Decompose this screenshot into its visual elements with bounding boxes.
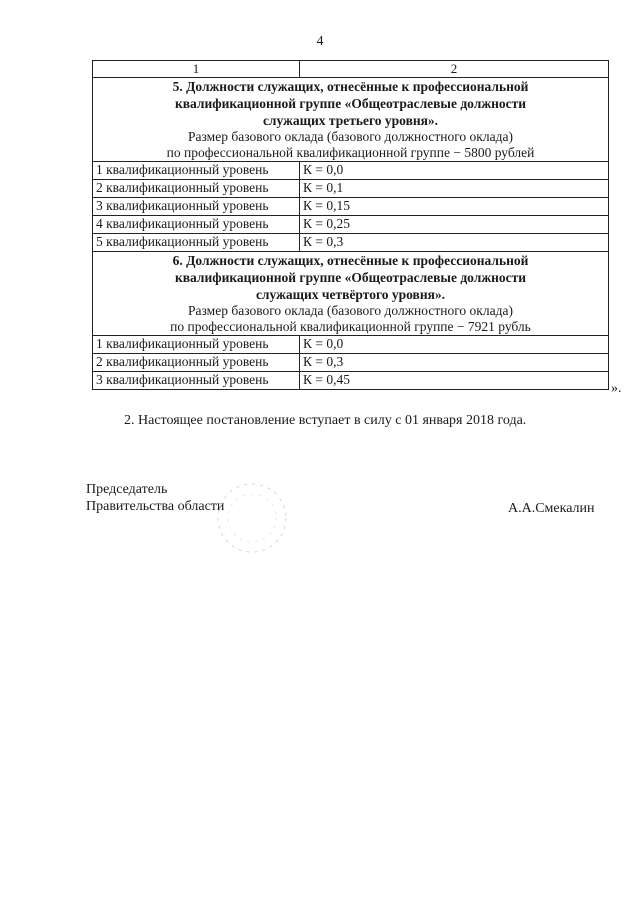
- table-row: [93, 198, 609, 216]
- column-header-row: [93, 61, 609, 78]
- section-6-title-line-1: 6. Должности служащих, отнесённые к профессиональной: [172, 253, 529, 268]
- table-row: [93, 180, 609, 198]
- page-number: 4: [316, 34, 324, 49]
- column-header-1: 1: [93, 61, 300, 78]
- section-6-title-line-2: квалификационной группе «Общеотраслевые должности: [174, 270, 527, 285]
- section-5-salary-line-1: Размер базового оклада (базового должностного оклада): [188, 129, 513, 144]
- coefficient-cell: К = 0,0: [300, 336, 609, 354]
- level-cell: 3 квалификационный уровень: [93, 198, 300, 216]
- section-6-salary-line-2: по профессиональной квалификационной группе − 7921 рубль: [170, 319, 531, 334]
- column-header-2: 2: [300, 61, 609, 78]
- section-5-title-line-1: 5. Должности служащих, отнесённые к профессиональной: [172, 79, 529, 94]
- section-6-salary-line-1: Размер базового оклада (базового должностного оклада): [188, 303, 513, 318]
- section-6-header: [93, 252, 609, 336]
- table-row: [93, 162, 609, 180]
- level-cell: 1 квалификационный уровень: [93, 336, 300, 354]
- level-cell: 1 квалификационный уровень: [93, 162, 300, 180]
- level-cell: 2 квалификационный уровень: [93, 180, 300, 198]
- clause-2: 2. Настоящее постановление вступает в силу с 01 января 2018 года.: [124, 413, 527, 428]
- coefficient-cell: К = 0,15: [300, 198, 609, 216]
- level-cell: 4 квалификационный уровень: [93, 216, 300, 234]
- salary-table: [92, 60, 609, 390]
- faint-stamp-mark: [212, 478, 292, 558]
- section-6-title-line-3: служащих четвёртого уровня».: [255, 287, 446, 302]
- signature-position-line-1: Председатель: [86, 482, 168, 497]
- table-row: [93, 336, 609, 354]
- table-row: [93, 234, 609, 252]
- table-row: [93, 216, 609, 234]
- coefficient-cell: К = 0,3: [300, 354, 609, 372]
- section-5-header-row: [93, 78, 609, 162]
- signature-position-line-2: Правительства области: [86, 499, 225, 514]
- section-6-header-row: [93, 252, 609, 336]
- section-5-salary-line-2: по профессиональной квалификационной группе − 5800 рублей: [166, 145, 535, 160]
- coefficient-cell: К = 0,0: [300, 162, 609, 180]
- closing-quote: ».: [611, 381, 622, 396]
- coefficient-cell: К = 0,3: [300, 234, 609, 252]
- section-5-title-line-2: квалификационной группе «Общеотраслевые должности: [174, 96, 527, 111]
- coefficient-cell: К = 0,1: [300, 180, 609, 198]
- level-cell: 3 квалификационный уровень: [93, 372, 300, 390]
- section-5-header: [93, 78, 609, 162]
- section-5-title-line-3: служащих третьего уровня».: [262, 113, 439, 128]
- level-cell: 2 квалификационный уровень: [93, 354, 300, 372]
- level-cell: 5 квалификационный уровень: [93, 234, 300, 252]
- table-row: [93, 354, 609, 372]
- coefficient-cell: К = 0,25: [300, 216, 609, 234]
- coefficient-cell: К = 0,45: [300, 372, 609, 390]
- signature-position: [86, 481, 224, 515]
- signatory-name: А.А.Смекалин: [508, 501, 595, 516]
- table-row: [93, 372, 609, 390]
